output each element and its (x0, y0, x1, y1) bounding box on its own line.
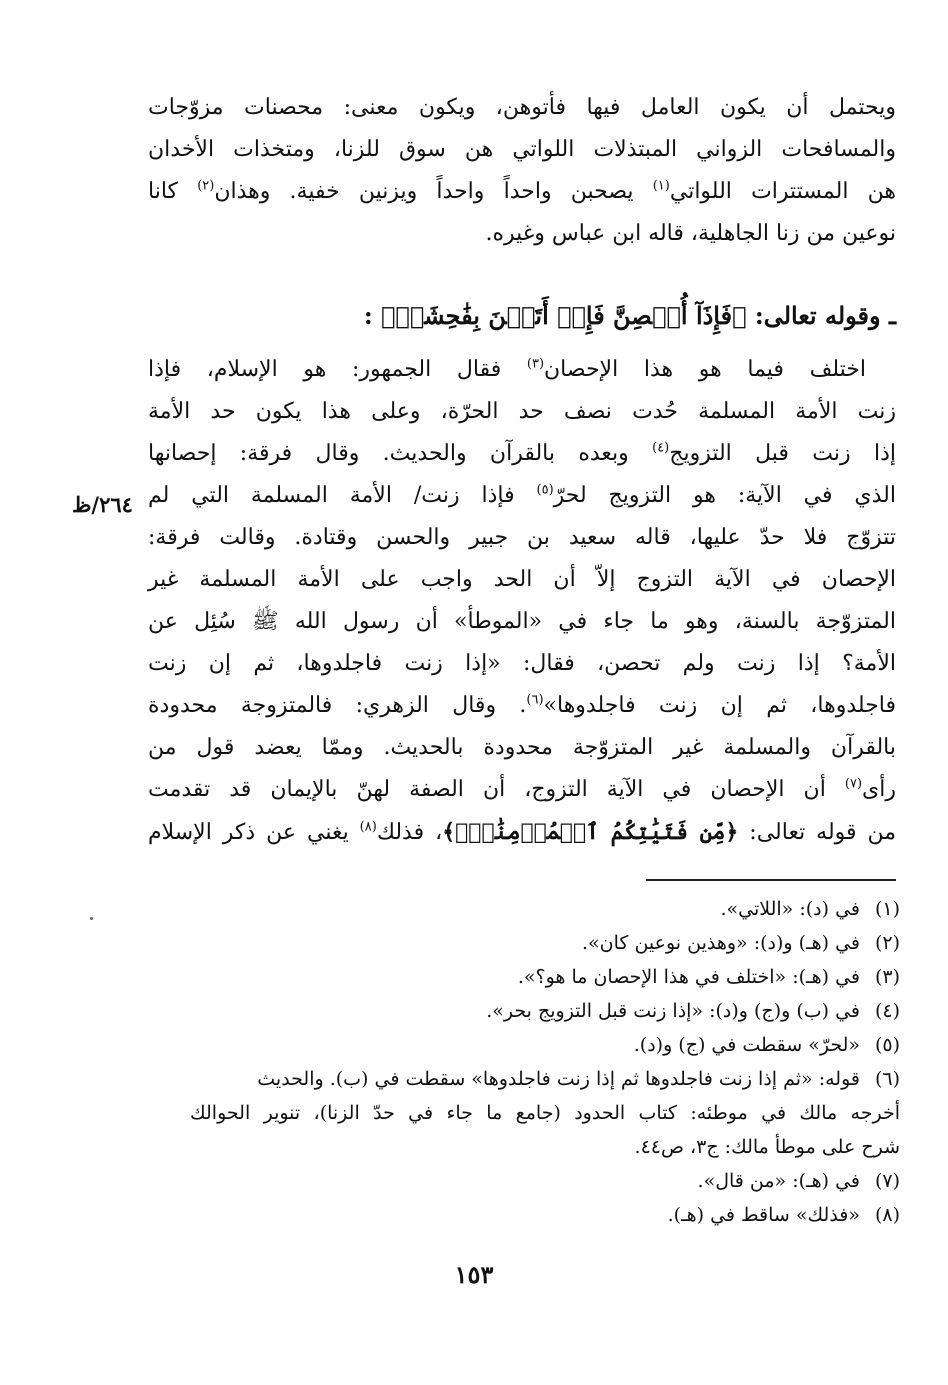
text-span: ، فذلك (376, 820, 443, 845)
text-line (148, 172, 896, 212)
page-number: ١٥٣ (454, 1260, 494, 1289)
text-line (148, 434, 896, 474)
text-span: الذي في الآية: هو التزويج لحرّ (553, 483, 897, 508)
footnote-number: (٦) (874, 1068, 900, 1090)
text-span: . وقال الزهري: فالمتزوجة محدودة (148, 693, 527, 718)
heading-suffix: : (363, 301, 373, 330)
footnote-number: (٤) (874, 1000, 900, 1022)
footnote-ref: (٧) (844, 776, 863, 792)
text-span: فإذا زنت/ الأمة المسلمة التي لم (148, 483, 515, 508)
footnote-ref: (٥) (536, 482, 554, 498)
footnote-number: (٥) (874, 1034, 900, 1056)
text-span: فقال الجمهور: هو الإسلام، فإذا (148, 357, 502, 382)
footnote-text: «فذلك» ساقط في (هـ). (667, 1204, 860, 1226)
text-span: هن المستترات اللواتي (669, 179, 896, 204)
footnote (150, 960, 900, 994)
quran-verse: ﴿فَإِذَآ أُحۡصِنَّ فَإِنۡ أَتَيۡنَ بِفَٰحِشَةٖ﴾ (381, 301, 747, 330)
text-line: زنت الأمة المسلمة حُدت نصف حد الحرّة، وعلى هذا يكون حد الأمة (148, 399, 896, 424)
text-span: كانا (148, 179, 179, 204)
text-line: تتزوّج فلا حدّ عليها، قاله سعيد بن جبير والحسن وقتادة. وقالت فرقة: (148, 525, 896, 550)
quran-verse: ﴿مِّن فَتَيَٰتِكُمُ ٱلۡمُؤۡمِنَٰتِۚ﴾ (442, 819, 739, 845)
section-heading (148, 294, 896, 338)
footnote-number: (٣) (874, 966, 900, 988)
footnote (150, 1198, 900, 1232)
footnote-continuation: أخرجه مالك في موطئه: كتاب الحدود (جامع ما جاء في حدّ الزنا)، تنوير الحوالك (190, 1102, 900, 1124)
text-line: بالقرآن والمسلمة غير المتزوّجة محدودة بالحديث. وممّا يعضد قول من (148, 735, 896, 760)
footnote-ref: (٨) (359, 819, 377, 835)
footnote-text: في (هـ): «من قال». (697, 1170, 860, 1192)
text-span: اختلف فيما هو هذا الإحصان (544, 357, 866, 382)
footnote (150, 1062, 900, 1096)
text-line (148, 770, 896, 810)
text-line (148, 476, 896, 516)
text-span: من قوله تعالى: (749, 820, 897, 845)
footnote-ref: (٤) (652, 440, 670, 456)
text-span: وبعده بالقرآن والحديث. وقال فرقة: إحصانها (148, 441, 629, 466)
footnote-number: (٢) (874, 932, 900, 954)
text-span: إذا زنت قبل التزويج (669, 441, 896, 466)
footnote (150, 994, 900, 1028)
text-span: أن الإحصان في الآية التزوج، أن الصفة لهنّ بالإيمان قد تقدمت (148, 777, 826, 802)
text-line (148, 686, 896, 726)
text-line (148, 812, 896, 852)
footnote-text: «لحرّ» سقطت في (ج) و(د). (633, 1034, 860, 1056)
text-line: الإحصان في الآية التزوج إلاّ أن الحد واجب على الأمة المسلمة غير (148, 567, 896, 592)
text-span: رأى (862, 777, 896, 802)
footnote-ref: (٣) (526, 356, 545, 372)
footnote-continuation: شرح على موطأ مالك: ج٣، ص٤٤. (634, 1136, 900, 1158)
footnote-ref: (١) (652, 178, 670, 194)
text-line (148, 350, 896, 390)
scan-speck (90, 917, 93, 920)
footnote-ref: (٦) (526, 692, 544, 708)
footnote-text: في (ب) و(ج) و(د): «إذا زنت قبل التزويج بحر». (486, 1000, 860, 1022)
footnote-text: في (د): «اللاتي». (720, 898, 860, 920)
text-span: فاجلدوها، ثم إن زنت فاجلدوها» (543, 693, 896, 718)
footnote (150, 1028, 900, 1062)
text-line: ويحتمل أن يكون العامل فيها فأتوهن، ويكون معنى: محصنات مزوّجات (148, 95, 896, 120)
text-line: الأمة؟ إذا زنت ولم تحصن، فقال: «إذا زنت فاجلدوها، ثم إن زنت (148, 651, 896, 676)
footnote-text: في (هـ): «اختلف في هذا الإحصان ما هو؟». (517, 966, 860, 988)
text-span: يغني عن ذكر الإسلام (148, 820, 349, 845)
margin-folio-note: ٢٦٤/ظ (72, 492, 133, 517)
footnote-text: قوله: «ثم إذا زنت فاجلدوها ثم إذا زنت فاجلدوها» سقطت في (ب). والحديث (257, 1068, 860, 1090)
footnote-number: (٧) (874, 1170, 900, 1192)
heading-prefix: ـ وقوله تعالى: (754, 301, 896, 330)
text-span: يصحبن واحداً واحداً ويزنين خفية. وهذان (214, 179, 634, 204)
footnote-separator (646, 879, 896, 881)
footnote-ref: (٢) (197, 178, 215, 194)
text-line: المتزوّجة بالسنة، وهو ما جاء في «الموطأ» أن رسول الله ﷺ سُئِل عن (148, 609, 896, 634)
footnote-text: في (هـ) و(د): «وهذين نوعين كان». (581, 932, 860, 954)
text-line: نوعين من زنا الجاهلية، قاله ابن عباس وغيره. (485, 221, 896, 246)
footnote (150, 926, 900, 960)
footnote (150, 892, 900, 926)
footnote-number: (١) (874, 898, 900, 920)
text-line: والمسافحات الزواني المبتذلات اللواتي هن سوق للزنا، ومتخذات الأخدان (148, 137, 896, 162)
footnote (150, 1164, 900, 1198)
footnote-number: (٨) (874, 1204, 900, 1226)
